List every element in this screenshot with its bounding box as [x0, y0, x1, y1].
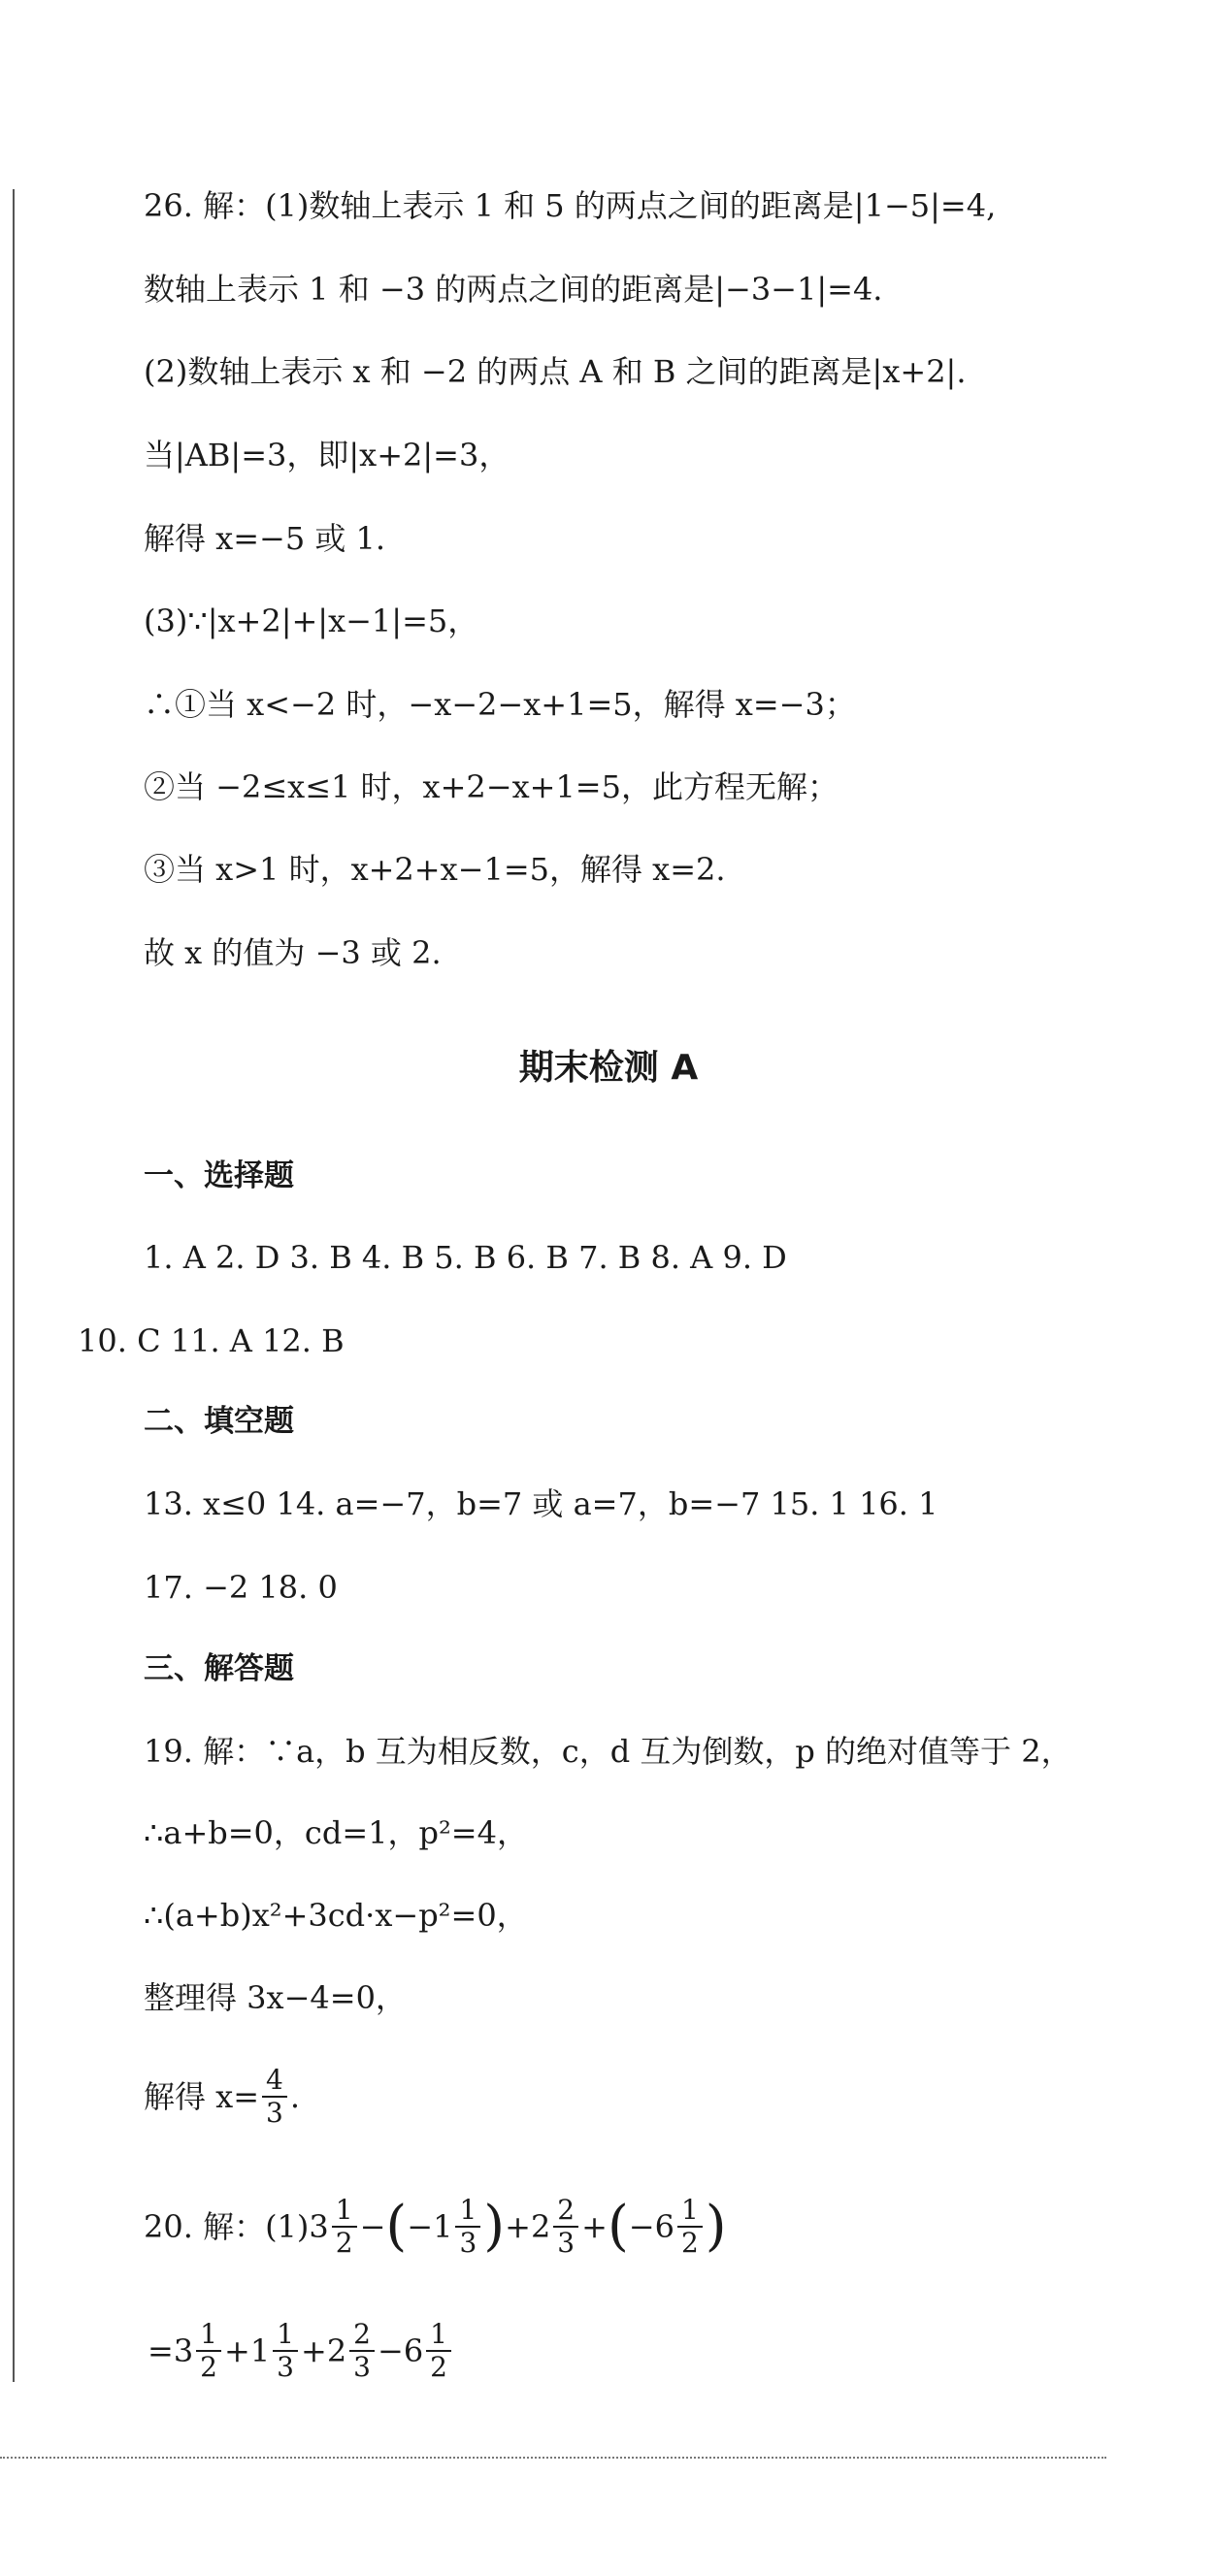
- plus-sign: +: [581, 2208, 608, 2245]
- p26-line-4: 当|AB|=3，即|x+2|=3，: [144, 437, 510, 473]
- section-heading-choice: 一、选择题: [144, 1158, 294, 1193]
- p26-line-5: 解得 x=−5 或 1.: [144, 520, 386, 557]
- p26-line-10: 故 x 的值为 −3 或 2.: [144, 934, 442, 971]
- close-paren: ): [705, 2195, 727, 2258]
- choice-answers-line-2: 10. C 11. A 12. B: [78, 1322, 345, 1359]
- open-paren: (: [385, 2195, 408, 2258]
- p26-line-8: ②当 −2≤x≤1 时，x+2−x+1=5，此方程无解；: [144, 768, 839, 805]
- page-title: 期末检测 A: [518, 1048, 699, 1088]
- p19-line-4: 整理得 3x−4=0，: [144, 1979, 407, 2016]
- fraction-numerator: 1: [426, 2319, 451, 2352]
- fraction-numerator: 2: [349, 2319, 375, 2352]
- fraction: [553, 2195, 578, 2259]
- minus-sign: −: [359, 2208, 386, 2245]
- p26-line-7: ∴①当 x<−2 时，−x−2−x+1=5，解得 x=−3；: [144, 686, 856, 723]
- p26-line-6: (3)∵|x+2|+|x−1|=5，: [144, 603, 479, 639]
- fraction-denominator: 2: [680, 2227, 699, 2259]
- fraction-denominator: 3: [266, 2097, 283, 2129]
- fill-answers-line-1: 13. x≤0 14. a=−7，b=7 或 a=7，b=−7 15. 1 16. 1: [144, 1485, 938, 1522]
- fraction-denominator: 3: [459, 2227, 477, 2259]
- section-heading-fill: 二、填空题: [144, 1404, 294, 1439]
- fraction-numerator: 1: [332, 2195, 357, 2228]
- whole-part: −6: [628, 2208, 674, 2245]
- whole-part: −1: [407, 2208, 453, 2245]
- left-margin-line: [13, 189, 15, 2382]
- p20-line-1: [144, 2195, 727, 2259]
- fraction: [332, 2195, 357, 2259]
- fraction-numerator: 1: [273, 2319, 298, 2352]
- fraction-denominator: 3: [557, 2227, 576, 2259]
- fraction-denominator: 2: [335, 2227, 353, 2259]
- whole-part: =3: [148, 2332, 194, 2369]
- fraction-numerator: 1: [455, 2195, 480, 2228]
- fraction-numerator: 2: [553, 2195, 578, 2228]
- p20-prefix: 20. 解：(1)3: [144, 2208, 329, 2245]
- p19-line-1: 19. 解：∵a，b 互为相反数，c，d 互为倒数，p 的绝对值等于 2，: [144, 1733, 1072, 1770]
- fraction: [273, 2319, 298, 2383]
- fraction: [426, 2319, 451, 2383]
- p20-line-2: [148, 2319, 454, 2383]
- p26-line-1: 26. 解：(1)数轴上表示 1 和 5 的两点之间的距离是|1−5|=4,: [144, 187, 997, 224]
- p26-line-9: ③当 x>1 时，x+2+x−1=5，解得 x=2.: [144, 851, 726, 888]
- p19-result-prefix: 解得 x=: [144, 2078, 260, 2115]
- whole-part: +2: [301, 2332, 347, 2369]
- p19-line-3: ∴(a+b)x²+3cd·x−p²=0，: [144, 1897, 528, 1934]
- p19-result-suffix: .: [289, 2078, 301, 2115]
- whole-part: +2: [505, 2208, 551, 2245]
- fraction-denominator: 3: [353, 2351, 371, 2383]
- fraction: [349, 2319, 375, 2383]
- fraction: [196, 2319, 221, 2383]
- p26-line-2: 数轴上表示 1 和 −3 的两点之间的距离是|−3−1|=4.: [144, 271, 883, 308]
- fraction-denominator: 3: [277, 2351, 294, 2383]
- choice-answers-line-1: 1. A 2. D 3. B 4. B 5. B 6. B 7. B 8. A 9. D: [144, 1239, 787, 1276]
- p26-line-3: (2)数轴上表示 x 和 −2 的两点 A 和 B 之间的距离是|x+2|.: [144, 353, 967, 390]
- open-paren: (: [607, 2195, 629, 2258]
- fraction-numerator: 4: [262, 2065, 287, 2098]
- fraction-denominator: 2: [430, 2351, 447, 2383]
- page-cut-line: [0, 2457, 1106, 2459]
- whole-part: −6: [378, 2332, 424, 2369]
- fraction: [677, 2195, 703, 2259]
- close-paren: ): [483, 2195, 506, 2258]
- p19-line-5: [144, 2065, 300, 2129]
- fraction-four-thirds: [262, 2065, 287, 2129]
- p19-line-2: ∴a+b=0，cd=1，p²=4，: [144, 1814, 528, 1851]
- fraction: [455, 2195, 480, 2259]
- fraction-numerator: 1: [677, 2195, 703, 2228]
- section-heading-solve: 三、解答题: [144, 1651, 294, 1686]
- fill-answers-line-2: 17. −2 18. 0: [144, 1569, 338, 1606]
- fraction-denominator: 2: [200, 2351, 217, 2383]
- fraction-numerator: 1: [196, 2319, 221, 2352]
- whole-part: +1: [224, 2332, 271, 2369]
